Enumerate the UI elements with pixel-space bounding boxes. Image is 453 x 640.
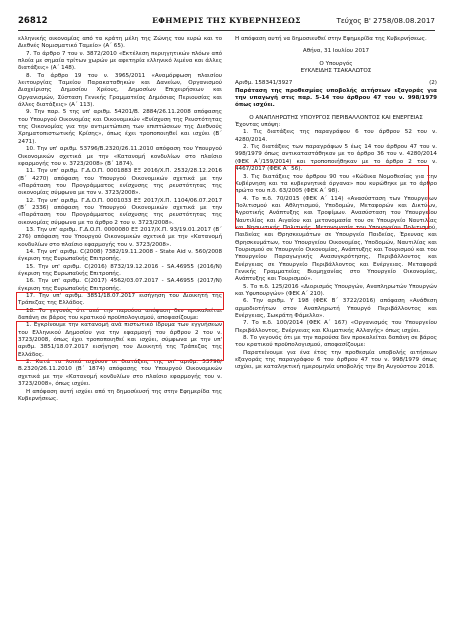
paragraph: 1. Τις διατάξεις της παραγράφου 6 του άρθρου 52 του ν. 4280/2014. [235,129,437,143]
decision-reference [235,80,437,87]
place-date: Αθήνα, 31 Ιουλίου 2017 [302,48,370,55]
highlight-box-item-17 [16,292,224,310]
page-header [18,16,435,28]
decision-title: Παράταση της προθεσμίας υποβολής αιτήσεων εξαγοράς για την υπαγωγή στις παρ. 5-14 του άρθρου 47 του ν. 998/1979 όπως ισχύει. [235,87,437,109]
header-rule [18,30,435,31]
considering: Έχοντας υπόψη: [235,122,281,129]
paragraph: 7. Το άρθρο 7 του ν. 3872/2010 «Εκτέλεση περιηγητικών πλόων από πλοία με σημαία τρίτων χωρών με αφετηρία ελληνικό λιμένα και άλλες διατάξεις» (Α΄ 148). [18,50,222,72]
paragraph-highlighted-17: 17. Την υπ' αριθμ. 3851/18.07.2017 εισήγηση του Διοικητή της Τράπεζας της Ελλάδος. [18,293,222,307]
gazette-title: ΕΦΗΜΕΡΙΣ ΤΗΣ ΚΥΒΕΡΝΗΣΕΩΣ [152,16,301,25]
paragraph: 18. Το γεγονός ότι από την παρούσα απόφαση δεν προκαλείται δαπάνη σε βάρος του κρατικού προϋπολογισμού, αποφασίζουμε: [18,307,222,322]
reference-index: (2) [429,80,437,87]
paragraph: 8. Το γεγονός ότι με την παρούσα δεν προκαλείται δαπάνη σε βάρος του κρατικού προϋπολογισμού, αποφασίζουμε: [235,335,437,349]
paragraph: 6. Την αριθμ. Υ 198 (ΦΕΚ Β΄ 3722/2016) απόφαση «Ανάθεση αρμοδιοτήτων στον Αναπληρωτή Υπουργό Περιβάλλοντος και Ενέργειας, Σωκράτη Φάμελλο». [235,298,437,320]
paragraph: 2. Κατά τα λοιπά ισχύουν οι διατάξεις της υπ' αριθμ. 53796/Β.2320/26.11.2010 (Β΄ 1874) απόφασης του Υπουργού Οικονομικών σχετικά με την «Κατανομή κονδυλίων στο πλαίσιο εφαρμογής του ν. 3723/2008», όπως ισχύει. [18,359,222,388]
paragraph: 13. Την υπ' αριθμ. Γ.Δ.Ο.Π. 0000080 ΕΞ 2017/Χ.Π. 93/19.01.2017 (Β΄ 276) απόφαση του Υπουργού Οικονομικών σχετικά με την «Κατανομή κονδυλίων στο πλαίσιο εφαρμογής του ν. 3723/2008». [18,226,222,248]
paragraph-highlighted-1: 1. Εγκρίνουμε την κατανομή ανά πιστωτικό ίδρυμα των εγγυήσεων του Ελληνικού Δημοσίου για την εφαρμογή του άρθρου 2 του ν. 3723/2008, όπως έχει τροποποιηθεί και ισχύει, σύμφωνα με την υπ' αριθμ. 3851/18.07.2017 εισήγηση του Διοικητή της Τράπεζας της Ελλάδος. [18,322,222,358]
paragraph: 10. Την υπ' αριθμ. 53796/Β.2320/26.11.2010 απόφαση του Υπουργού Οικονομικών σχετικά με την «Κατανομή κονδυλίων στο πλαίσιο εφαρμογής του ν. 3723/2008» (Β΄ 1874). [18,146,222,167]
reference-number: Αριθμ. 158341/3927 [235,80,293,87]
paragraph: 8. Το άρθρο 19 του ν. 3965/2011 «Αναμόρφωση πλαισίου λειτουργίας Ταμείου Παρακαταθηκών και Δανείων, Οργανισμού Διαχείρισης Δημοσίου Χρέους, Δημοσίων Επιχειρήσεων και Οργανισμών, Σύσταση Γενικής Γραμματείας Δημόσιας Περιουσίας και άλλες διατάξεις» (Α΄ 113). [18,72,222,109]
paragraph: Η απόφαση αυτή να δημοσιευθεί στην Εφημερίδα της Κυβερνήσεως. [235,36,427,42]
paragraph: 11. Την υπ' αριθμ. Γ.Δ.Ο.Π. 0001883 ΕΞ 2016/Χ.Π. 2532/28.12.2016 (Β΄ 4270) απόφαση του Υπουργού Οικονομικών σχετικά με την «Παράταση του Προγράμματος ενίσχυσης της ρευστότητας της οικονομίας σύμφωνα με τον ν. 3723/2008». [18,168,222,197]
paragraph: 15. Την υπ' αριθμ. C(2016) 8732/19.12.2016 - SA.46955 (2016/N) έγκριση της Ευρωπαϊκής Επιτροπής. [18,263,222,277]
paragraph: Η απόφαση αυτή ισχύει από τη δημοσίευσή της στην Εφημερίδα της Κυβερνήσεως. [18,388,222,402]
signer-role: Ο Υπουργός [319,60,353,67]
paragraph: ελληνικής οικονομίας από τα κράτη μέλη της Ζώνης του ευρώ και το Διεθνές Νομισματικό Ταμείο» (Α΄ 65). [18,36,222,50]
highlight-box-item-1 [16,321,224,361]
paragraph: 2. Τις διατάξεις των παραγράφων 5 έως 14 του άρθρου 47 του ν. 998/1979 όπως αντικαταστάθηκαν με το άρθρο 36 του ν. 4280/2014 (ΦΕΚ Α΄/159/2014) και τροποποιήθηκαν με το άρθρο 2 του ν. 4467/2017 (ΦΕΚ Α΄ 56). [235,144,437,173]
highlight-box-right-column [235,165,429,229]
paragraph: 16. Την υπ' αριθμ. C(2017) 4562/03.07.2017 - SA.46955 (2017/N) έγκριση της Ευρωπαϊκής Επιτροπής. [18,278,222,292]
ministry-heading: Ο ΑΝΑΠΛΗΡΩΤΗΣ ΥΠΟΥΡΓΟΣ ΠΕΡΙΒΑΛΛΟΝΤΟΣ ΚΑΙ ΕΝΕΡΓΕΙΑΣ [249,114,423,121]
paragraph: 3. Τις διατάξεις του άρθρου 90 του «Κώδικα Νομοθεσίας για την Κυβέρνηση και τα κυβερνητικά όργανα» που κυρώθηκε με το άρθρο πρώτο του π.δ. 63/2005 (ΦΕΚ Α΄ 98). [235,173,437,195]
page-number: 26812 [18,16,48,26]
paragraph: 9. Την παρ. 5 της υπ' αριθμ. 54201/Β. 2884/26.11.2008 απόφασης του Υπουργού Οικονομίας και Οικονομικών «Ενίσχυση της Ρευστότητας της Οικονομίας για την αντιμετώπιση των επιπτώσεων της Διεθνούς Χρηματοπιστωτικής Κρίσης», όπως έχει τροποποιηθεί και ισχύει (Β΄ 2471). [18,109,222,145]
paragraph: Παρατείνουμε για ένα έτος την προθεσμία υποβολής αιτήσεων εξαγοράς της παραγράφου 6 του άρθρου 47 του ν. 998/1979 όπως ισχύει, με καταληκτική ημερομηνία υποβολής την 8η Αυγούστου 2018. [235,349,437,371]
paragraph: 12. Την υπ' αριθμ. Γ.Δ.Ο.Π. 0001033 ΕΞ 2017/Χ.Π. 1104/06.07.2017 (Β΄ 2336) απόφαση του Υπουργού Οικονομικών σχετικά με την «Παράταση του Προγράμματος ενίσχυσης της ρευστότητας της οικονομίας σύμφωνα με το άρθρο 2 του ν. 3723/2008». [18,197,222,226]
issue-number: Τεύχος Β' 2758/08.08.2017 [336,16,435,25]
paragraph: 5. Το π.δ. 125/2016 «Διορισμός Υπουργών, Αναπληρωτών Υπουργών και Υφυπουργών» (ΦΕΚ Α΄ 210). [235,283,437,297]
paragraph: 14. Την υπ' αριθμ. C(2008) 7382/19.11.2008 - State Aid ν. 560/2008 έγκριση της Ευρωπαϊκής Επιτροπής. [18,248,222,263]
paragraph: 7. Το π.δ. 100/2014 (ΦΕΚ Α΄ 167) «Οργανισμός του Υπουργείου Περιβάλλοντος, Ενέργειας και Κλιματικής Αλλαγής» όπως ισχύει. [235,320,437,334]
paragraph: 4. Το π.δ. 70/2015 (ΦΕΚ Α΄ 114) «Ανασύσταση των Υπουργείων Πολιτισμού και Αθλητισμού, Υποδομών, Μεταφορών και Δικτύων, Αγροτικής Ανάπτυξης και Τροφίμων. Ανασύσταση του Υπουργείου Ναυτιλίας και Αιγαίου και μετονομασία του σε Υπουργείο Ναυτιλίας και Νησιωτικής Πολιτικής. Μετονομασία του Υπουργείου Πολιτισμού, Παιδείας και Θρησκευμάτων σε Υπουργείο Παιδείας, Έρευνας και Θρησκευμάτων, του Υπουργείου Οικονομίας, Υποδομών, Ναυτιλίας και Τουρισμού σε Υπουργείο Οικονομίας, Ανάπτυξης και Τουρισμού και του Υπουργείου Παραγωγικής Ανασυγκρότησης, Περιβάλλοντος και Ενέργειας σε Υπουργείο Περιβάλλοντος και Ενέργειας. Μεταφορά Γενικής Γραμματείας Βιομηχανίας στο Υπουργείο Οικονομίας, Ανάπτυξης και Τουρισμού». [235,195,437,283]
signer-name: ΕΥΚΛΕΙΔΗΣ ΤΣΑΚΑΛΩΤΟΣ [300,68,372,75]
